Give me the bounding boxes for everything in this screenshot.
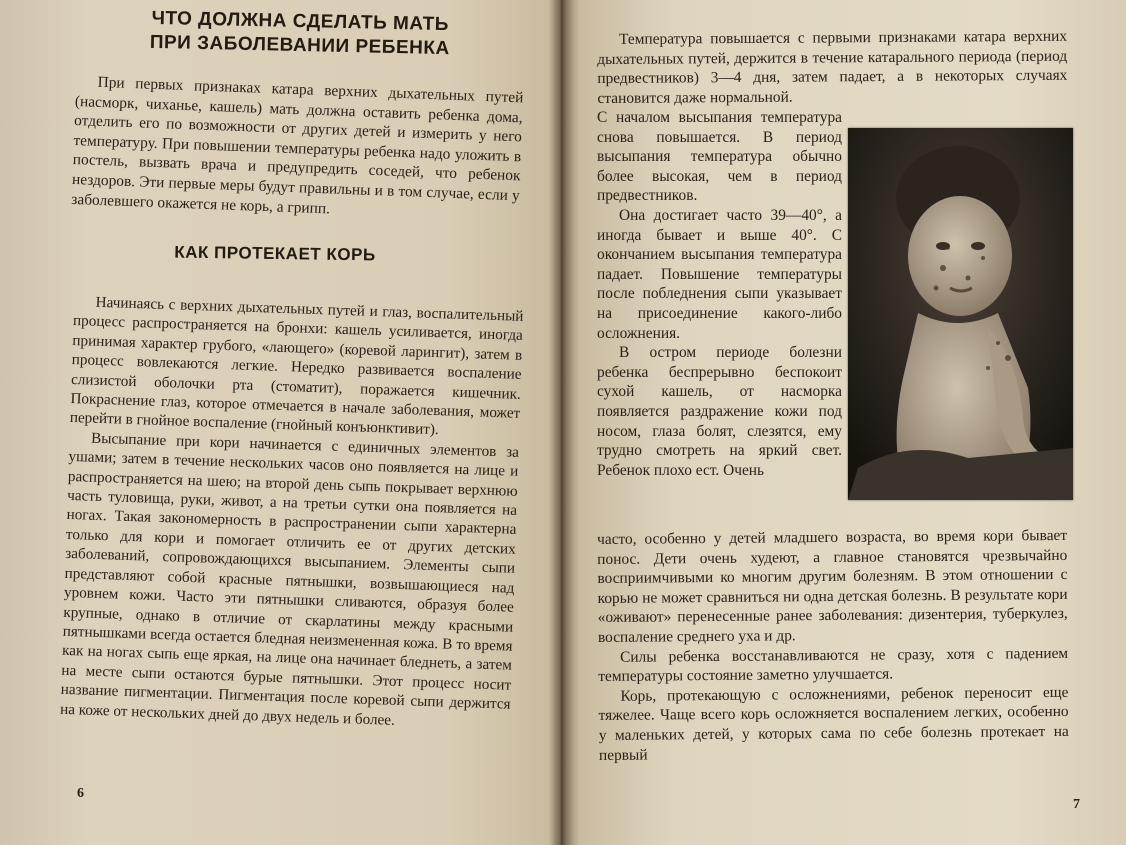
- title-line-1: ЧТО ДОЛЖНА СДЕЛАТЬ МАТЬ: [151, 7, 450, 36]
- child-photo-image: [848, 128, 1073, 500]
- page-number: 6: [77, 786, 84, 801]
- left-page: [0, 0, 560, 845]
- paragraph: Силы ребенка восстанавливаются не сразу, хотя с падением температуры состояние заметно улучшается.: [598, 644, 1069, 686]
- paragraph: Температура повышается с первыми признаками катара верхних дыхательных путей, держится в течение катарального периода (период предвестников) 3—4 дня, затем падает, а в некоторых случаях становится даже нормальной.: [597, 27, 1068, 107]
- paragraph: Корь, протекающую с осложнениями, ребенок переносит еще тяжелее. Чаще всего корь осложняется воспалением легких, особенно у маленьких детей, у которых сама по себе болезнь протекает на первый: [598, 683, 1069, 764]
- left-text-block-1: [71, 72, 524, 225]
- section-title-mother: [150, 7, 451, 61]
- title-line-2: ПРИ ЗАБОЛЕВАНИИ РЕБЕНКА: [149, 31, 450, 60]
- left-text-block-2: [60, 292, 524, 734]
- paragraph: С началом высыпания температура снова повышается. В период высыпания температура обычно более высокая, чем в период предвестников.: [597, 109, 842, 205]
- paragraph: Она достигает часто 39—40°, а иногда бывает и выше 40°. С окончанием высыпания температура падает. Повышение температуры после побледнения сыпи указывает на присоединение какого-либо осложнения.: [597, 206, 842, 342]
- right-text-bottom: [597, 526, 1069, 765]
- paragraph: Начинаясь с верхних дыхательных путей и глаз, воспалительный процесс распространяется на бронхи: кашель усиливается, иногда принимая характер грубого, «лающего» (коревой ларингит), затем в процесс вовлекаются легкие. Нередко развивается воспаление слизистой оболочки рта (стоматит), поражается кишечник. Покраснение глаз, которое отмечается в начале заболевания, может перейти в гнойное воспаление (гнойный конъюнктивит).: [69, 293, 524, 439]
- section-title-measles: КАК ПРОТЕКАЕТ КОРЬ: [174, 242, 376, 265]
- right-text-column: [597, 108, 842, 480]
- right-page: [563, 0, 1126, 845]
- paragraph: В остром периоде болезни ребенка беспрерывно беспокоит сухой кашель, от насморка появляется раздражение кожи под носом, глаза болят, слезятся, ему трудно смотреть на яркий свет. Ребенок плохо ест. Очень: [597, 344, 842, 479]
- right-text-top: [597, 27, 1068, 109]
- paragraph: При первых признаках катара верхних дыхательных путей (насморк, чиханье, кашель) мать должна оставить ребенка дома, отделить его по возможности от других детей и измерить у него температуру. При повышении температуры ребенка надо уложить в постель, вызвать врача и предупредить соседей, что ребенок нездоров. Эти первые меры будут правильны и в том случае, если у заболевшего окажется не корь, а грипп.: [71, 73, 524, 217]
- child-photo: [848, 128, 1073, 500]
- paragraph: Высыпание при кори начинается с единичных элементов за ушами; затем в течение нескольких часов оно появляется на лице и распространяется на шею; на второй день сыпь покрывает верхнюю часть туловища, руки, живот, а на третьи сутки она появляется на ногах. Такая закономерность в распространении сыпи характерна только для кори и помогает отличить ее от других детских заболеваний, сопровождающихся высыпанием. Элементы сыпи представляют собой красные пятнышки, возвышающиеся над уровнем кожи. Часто эти пятнышки сливаются, образуя более крупные, однако в отличие от скарлатины между красными пятнышками всегда остается бледная неизмененная кожа. В то время как на ногах сыпь еще яркая, на лице она начинает бледнеть, а затем на месте сыпи остаются бурые пятнышки. Этот процесс носит название пигментации. Пигментация после коревой сыпи держится на коже от нескольких дней до двух недель и более.: [59, 429, 520, 729]
- page-number: 7: [1073, 797, 1080, 812]
- paragraph: часто, особенно у детей младшего возраста, во время кори бывает понос. Дети очень худеют, а главное становятся чрезвычайно восприимчивыми ко многим другим болезням. В этом отношении с корью не может сравниться ни одна детская болезнь. В результате кори «оживают» перенесенные ранее заболевания: дизентерия, туберкулез, воспаление среднего уха и др.: [597, 526, 1068, 646]
